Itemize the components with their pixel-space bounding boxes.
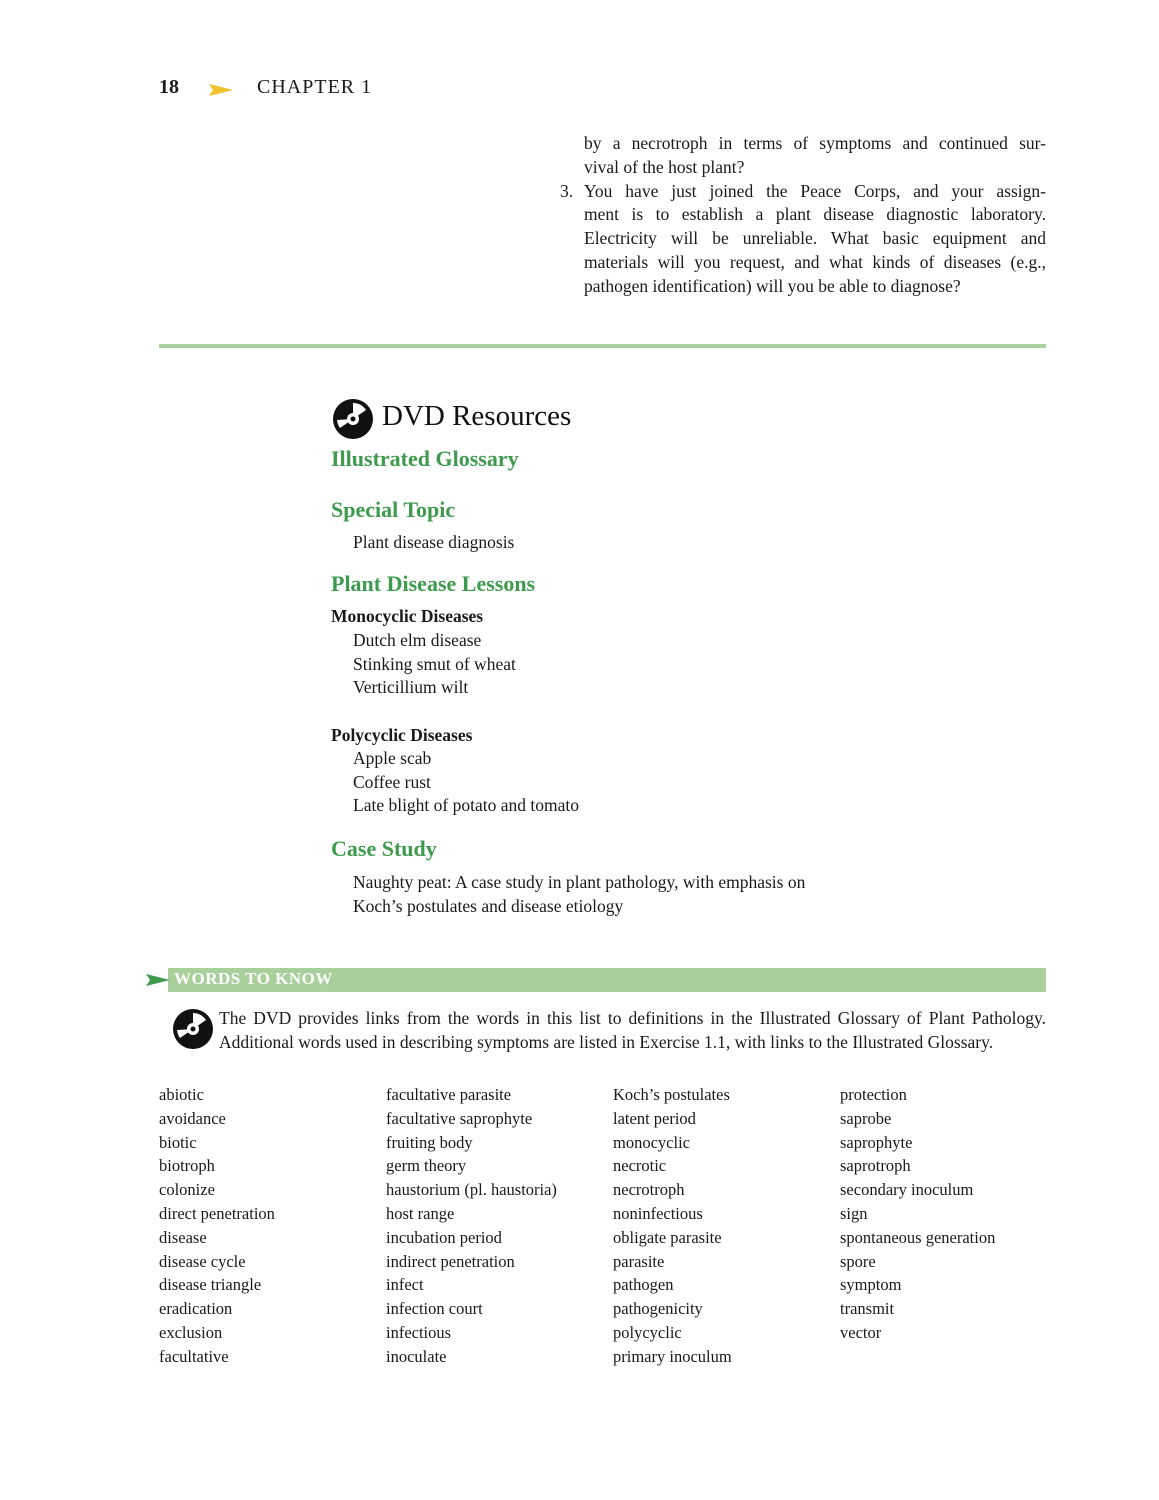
- glossary-term: transmit: [840, 1299, 895, 1319]
- word-column: [159, 1083, 275, 1369]
- glossary-term: indirect penetration: [386, 1251, 515, 1271]
- glossary-term: haustorium (pl. haustoria): [386, 1180, 557, 1200]
- glossary-term: saprophyte: [840, 1132, 913, 1152]
- glossary-term: protection: [840, 1085, 907, 1104]
- word-column: [386, 1083, 557, 1369]
- special-topic-heading: Special Topic: [331, 497, 456, 522]
- glossary-term: facultative saprophyte: [386, 1108, 533, 1128]
- arrow-right-icon: [209, 84, 233, 96]
- glossary-term: biotic: [159, 1132, 197, 1152]
- glossary-term: spore: [840, 1251, 876, 1271]
- dvd-resources-title: DVD Resources: [382, 400, 572, 432]
- monocyclic-heading: Monocyclic Diseases: [331, 606, 484, 626]
- case-study-line: Naughty peat: A case study in plant pathology, with emphasis on: [353, 872, 806, 892]
- glossary-term: pathogenicity: [613, 1299, 703, 1319]
- glossary-term: colonize: [159, 1180, 215, 1200]
- arrow-right-icon: [146, 974, 170, 986]
- glossary-term: spontaneous generation: [840, 1227, 996, 1247]
- glossary-term: parasite: [613, 1251, 665, 1271]
- glossary-term: disease: [159, 1227, 207, 1247]
- words-to-know-intro: The DVD provides links from the words in this list to definitions in the Illustrated Glossary of Plant Pathology. Additional words used in describing symptoms are listed in Exercise 1.1, with links to the Illustrated Glossary.: [219, 1008, 1046, 1052]
- dvd-disc-icon: [172, 1008, 214, 1050]
- glossary-term: primary inoculum: [613, 1346, 732, 1366]
- glossary-term: infectious: [386, 1322, 452, 1342]
- glossary-term: Koch’s postulates: [613, 1085, 730, 1104]
- lesson-item: Stinking smut of wheat: [353, 654, 516, 674]
- glossary-term: obligate parasite: [613, 1227, 722, 1247]
- question-text-line: materials will you request, and what kinds of diseases (e.g.,: [584, 251, 1046, 272]
- glossary-term: saprobe: [840, 1108, 892, 1128]
- glossary-term: facultative parasite: [386, 1085, 512, 1104]
- glossary-term: incubation period: [386, 1227, 502, 1247]
- glossary-term: fruiting body: [386, 1132, 473, 1152]
- glossary-term: eradication: [159, 1299, 233, 1319]
- glossary-term: avoidance: [159, 1108, 226, 1128]
- glossary-term: direct penetration: [159, 1203, 275, 1223]
- question-text-line: Electricity will be unreliable. What basic equipment and: [584, 228, 1046, 249]
- case-study-line: Koch’s postulates and disease etiology: [353, 896, 624, 916]
- glossary-term: facultative: [159, 1346, 229, 1366]
- glossary-term: monocyclic: [613, 1132, 690, 1152]
- question-text-line: by a necrotroph in terms of symptoms and continued sur-: [584, 133, 1046, 153]
- glossary-term: pathogen: [613, 1275, 674, 1295]
- question-text-line: vival of the host plant?: [584, 156, 745, 177]
- glossary-term: host range: [386, 1203, 455, 1223]
- lesson-item: Verticillium wilt: [353, 677, 469, 697]
- glossary-term: biotroph: [159, 1156, 215, 1176]
- case-study-heading: Case Study: [331, 836, 437, 861]
- case-study-text: [353, 870, 913, 918]
- glossary-term: polycyclic: [613, 1322, 682, 1342]
- glossary-term: saprotroph: [840, 1156, 911, 1176]
- glossary-term: secondary inoculum: [840, 1180, 974, 1200]
- glossary-term: symptom: [840, 1275, 902, 1295]
- word-column: [840, 1083, 995, 1345]
- glossary-term: infect: [386, 1275, 424, 1295]
- glossary-term: inoculate: [386, 1346, 447, 1366]
- glossary-term: abiotic: [159, 1085, 204, 1104]
- glossary-term: noninfectious: [613, 1203, 703, 1223]
- question-text-line: pathogen identification) will you be able to diagnose?: [584, 275, 961, 296]
- illustrated-glossary-heading: Illustrated Glossary: [331, 446, 519, 471]
- section-divider: [159, 344, 1046, 348]
- glossary-term: exclusion: [159, 1322, 223, 1342]
- plant-disease-lessons-heading: Plant Disease Lessons: [331, 571, 536, 596]
- special-topic-item: Plant disease diagnosis: [353, 532, 515, 552]
- glossary-term: vector: [840, 1322, 882, 1342]
- lesson-item: Dutch elm disease: [353, 630, 482, 650]
- glossary-term: sign: [840, 1203, 868, 1223]
- word-column: [613, 1083, 732, 1369]
- glossary-term: necrotic: [613, 1156, 667, 1176]
- chapter-title: CHAPTER 1: [257, 76, 373, 98]
- lesson-item: Late blight of potato and tomato: [353, 795, 579, 815]
- glossary-term: latent period: [613, 1108, 696, 1128]
- glossary-term: disease cycle: [159, 1251, 246, 1271]
- question-text-line: ment is to establish a plant disease diagnostic laboratory.: [584, 204, 1046, 225]
- words-to-know-label: WORDS TO KNOW: [174, 969, 333, 988]
- glossary-term: infection court: [386, 1299, 483, 1319]
- glossary-term: disease triangle: [159, 1275, 262, 1295]
- dvd-disc-icon: [332, 398, 374, 440]
- question-number: 3.: [560, 180, 574, 201]
- question-block: [560, 132, 1046, 299]
- question-text-line: You have just joined the Peace Corps, and your assign-: [584, 180, 1046, 201]
- lesson-item: Apple scab: [353, 748, 432, 768]
- polycyclic-heading: Polycyclic Diseases: [331, 725, 473, 745]
- page-number: 18: [159, 76, 179, 98]
- lesson-item: Coffee rust: [353, 772, 431, 792]
- glossary-term: necrotroph: [613, 1180, 685, 1200]
- glossary-term: germ theory: [386, 1156, 467, 1176]
